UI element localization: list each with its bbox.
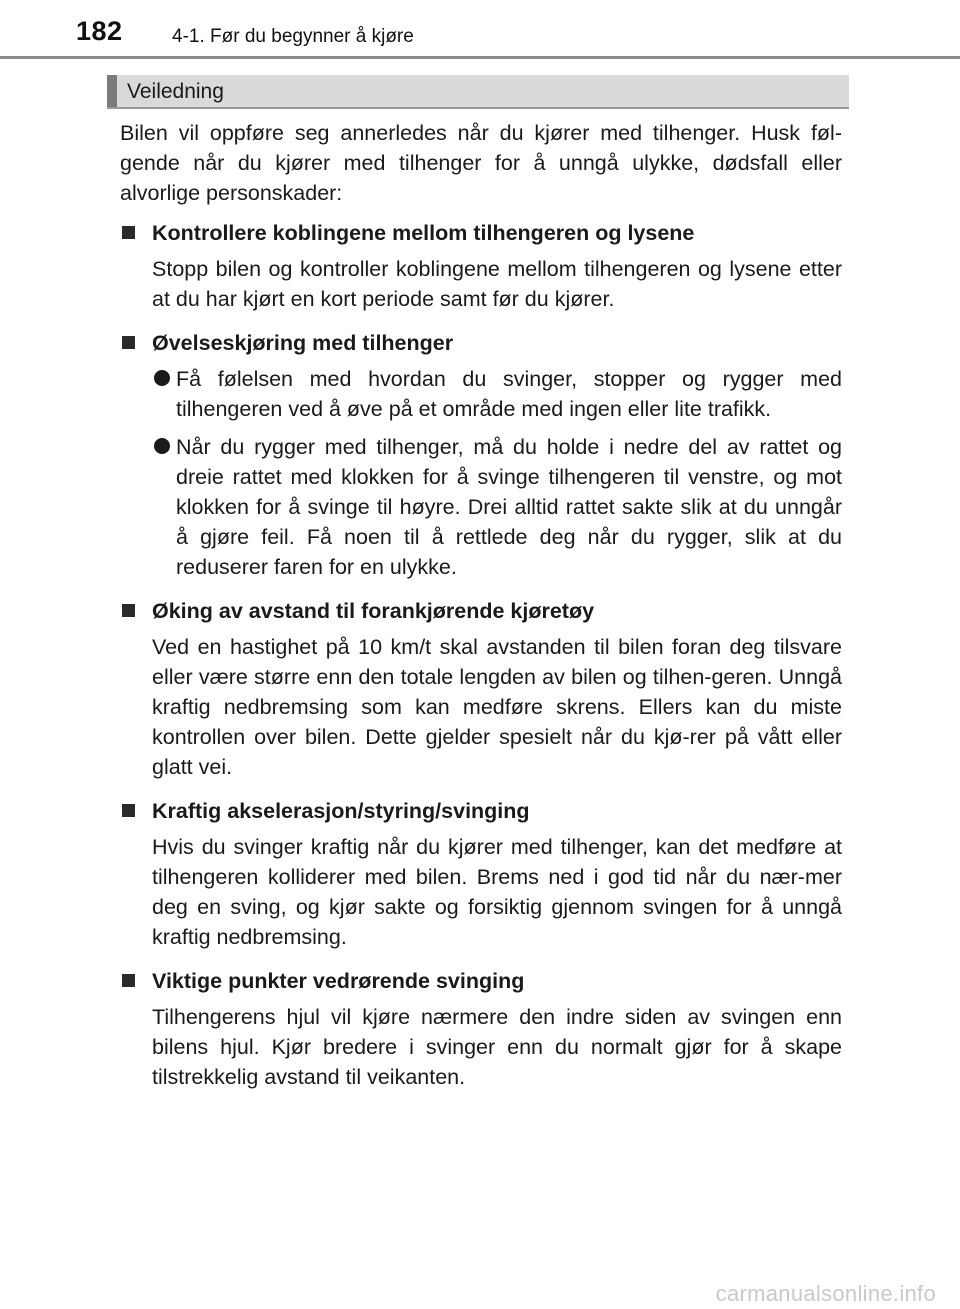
subheading-text: Viktige punkter vedrørende svinging (152, 969, 525, 993)
list-item (120, 364, 842, 424)
square-bullet-icon (122, 804, 135, 817)
subheading-text: Øking av avstand til forankjørende kjøretøy (152, 599, 595, 623)
guide-heading-bar (107, 75, 849, 109)
intro-paragraph: Bilen vil oppføre seg annerledes når du kjører med tilhenger. Husk føl-gende når du kjører med tilhenger for å unngå ulykke, dødsfall eller alvorlige personskader: (120, 121, 842, 205)
square-bullet-icon (122, 604, 135, 617)
subheading-acceleration (120, 796, 842, 826)
round-bullet-icon (154, 370, 170, 386)
subheading-text: Kontrollere koblingene mellom tilhengeren og lysene (152, 221, 695, 245)
list-item (120, 432, 842, 582)
subheading-text: Kraftig akselerasjon/styring/svinging (152, 799, 530, 823)
paragraph-acceleration: Hvis du svinger kraftig når du kjører med tilhenger, kan det medføre at tilhengeren kolliderer med bilen. Brems ned i god tid når du nær-mer deg en sving, og kjør sakte og forsiktig gjennom svingen for å unngå kraftig nedbremsing. (152, 835, 842, 949)
header-divider (0, 56, 960, 59)
page-number: 182 (76, 16, 123, 46)
guide-content (120, 118, 842, 1106)
subheading-text: Øvelseskjøring med tilhenger (152, 331, 454, 355)
guide-heading-accent (107, 75, 117, 107)
square-bullet-icon (122, 974, 135, 987)
paragraph-turning: Tilhengerens hjul vil kjøre nærmere den indre siden av svingen enn bilens hjul. Kjør bredere i svinger enn du normalt gjør for å skape tilstrekkelig avstand til veikanten. (152, 1005, 842, 1089)
paragraph-distance: Ved en hastighet på 10 km/t skal avstanden til bilen foran deg tilsvare eller være større enn den totale lengden av bilen og tilhen-geren. Unngå kraftig nedbremsing som kan medføre skrens. Ellers kan du miste kontrollen over bilen. Dette gjelder spesielt når du kjø-rer på vått eller glatt vei. (152, 635, 842, 779)
list-item-text: Få følelsen med hvordan du svinger, stopper og rygger med tilhengeren ved å øve på et område med ingen eller lite trafikk. (176, 367, 842, 421)
guide-heading-label: Veiledning (127, 80, 224, 103)
round-bullet-icon (154, 438, 170, 454)
square-bullet-icon (122, 336, 135, 349)
subheading-coupling (120, 218, 842, 248)
page-header (0, 0, 960, 62)
subheading-turning (120, 966, 842, 996)
subheading-distance (120, 596, 842, 626)
square-bullet-icon (122, 226, 135, 239)
chapter-title: 4-1. Før du begynner å kjøre (172, 26, 414, 47)
list-item-text: Når du rygger med tilhenger, må du holde i nedre del av rattet og dreie rattet med klokken for å svinge tilhengeren til venstre, og mot klokken for å svinge til høyre. Drei alltid rattet sakte slik at du unngår å gjøre feil. Få noen til å rettlede deg når du rygger, slik at du reduserer faren for en ulykke. (176, 435, 842, 579)
paragraph-coupling: Stopp bilen og kontroller koblingene mellom tilhengeren og lysene etter at du har kjørt en kort periode samt før du kjører. (152, 257, 842, 311)
subheading-practice (120, 328, 842, 358)
watermark-text: carmanualsonline.info (715, 1281, 936, 1306)
